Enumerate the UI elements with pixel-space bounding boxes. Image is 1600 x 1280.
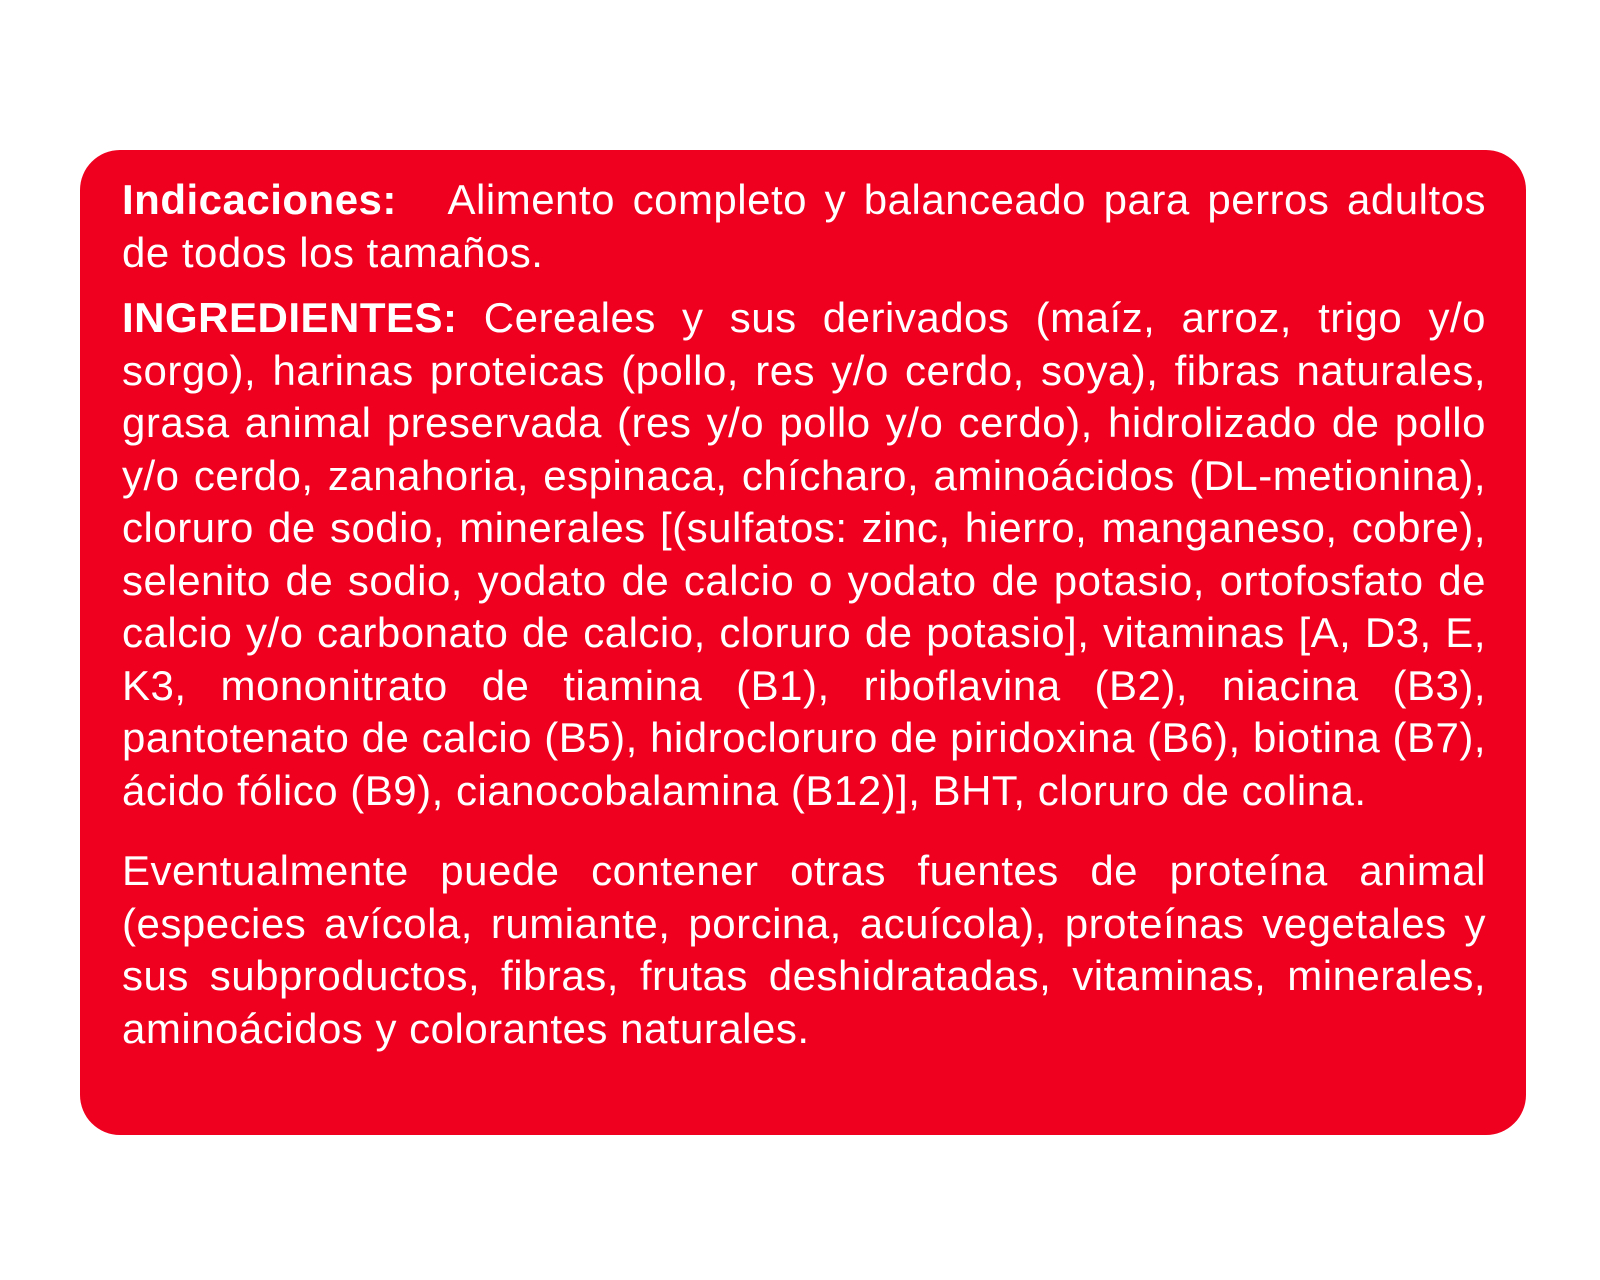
ingredients-label-panel [80, 150, 1526, 1135]
ingredientes-paragraph [122, 292, 1486, 817]
indicaciones-text: Alimento completo y balanceado para perros adultos de todos los tamaños. [122, 176, 1486, 276]
indicaciones-heading: Indicaciones: [122, 176, 397, 223]
eventualmente-paragraph [122, 845, 1486, 1055]
eventualmente-text: Eventualmente puede contener otras fuentes de proteína animal (especies avícola, rumiante, porcina, acuícola), proteínas vegetales y sus subproductos, fibras, frutas deshidratadas, vitaminas, minerales, aminoácidos y colorantes naturales. [122, 847, 1486, 1052]
ingredientes-text: Cereales y sus derivados (maíz, arroz, trigo y/o sorgo), harinas proteicas (pollo, res y/o cerdo, soya), fibras naturales, grasa animal preservada (res y/o pollo y/o cerdo), hidrolizado de pollo y/o cerdo, zanahoria, espinaca, chícharo, aminoácidos (DL-metionina), cloruro de sodio, minerales [(sulfatos: zinc, hierro, manganeso, cobre), selenito de sodio, yodato de calcio o yodato de potasio, ortofosfato de calcio y/o carbonato de calcio, cloruro de potasio], vitaminas [A, D3, E, K3, mononitrato de tiamina (B1), riboflavina (B2), niacina (B3), pantotenato de calcio (B5), hidrocloruro de piridoxina (B6), biotina (B7), ácido fólico (B9), cianocobalamina (B12)], BHT, cloruro de colina. [122, 294, 1486, 814]
indicaciones-paragraph [122, 174, 1486, 279]
ingredientes-heading: INGREDIENTES: [122, 294, 458, 341]
